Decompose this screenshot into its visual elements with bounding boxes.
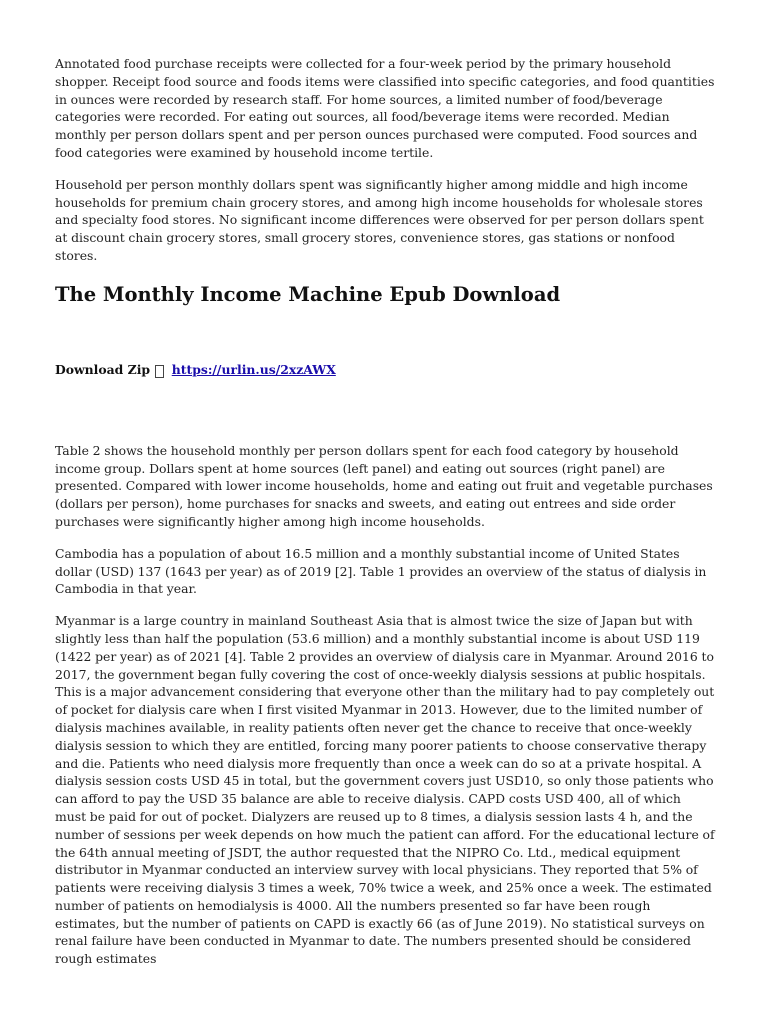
download-row bbox=[55, 361, 715, 378]
body-paragraph-3: Myanmar is a large country in mainland Southeast Asia that is almost twice the size of Japan but with slightly less than half the population (53.6 million) and a monthly substantial income is about USD 119 (1422 per year) as of 2021 [4]. Table 2 provides an overview of dialysis care in Myanmar. Around 2016 to 2017, the government began fully covering the cost of once-weekly dialysis sessions at public hospitals. This is a major advancement considering that everyone other than the military had to pay completely out of pocket for dialysis care when I first visited Myanmar in 2013. However, due to the limited number of dialysis machines available, in reality patients often never get the chance to receive that once-weekly dialysis session to which they are entitled, forcing many poorer patients to choose conservative therapy and die. Patients who need dialysis more frequently than once a week can do so at a private hospital. A dialysis session costs USD 45 in total, but the government covers just USD10, so only those patients who can afford to pay the USD 35 balance are able to receive dialysis. CAPD costs USD 400, all of which must be paid for out of pocket. Dialyzers are reused up to 8 times, a dialysis session lasts 4 h, and the number of sessions per week depends on how much the patient can afford. For the educational lecture of the 64th annual meeting of JSDT, the author requested that the NIPRO Co. Ltd., medical equipment distributor in Myanmar conducted an interview survey with local physicians. They reported that 5% of patients were receiving dialysis 3 times a week, 70% twice a week, and 25% once a week. The estimated number of patients on hemodialysis is 4000. All the numbers presented so far have been rough estimates, but the number of patients on CAPD is exactly 66 (as of June 2019). No statistical surveys on renal failure have been conducted in Myanmar to date. The numbers presented should be considered rough estimates bbox=[55, 613, 715, 967]
arrow-icon bbox=[155, 365, 164, 378]
download-link[interactable]: https://urlin.us/2xzAWX bbox=[171, 361, 336, 377]
body-paragraph-2: Cambodia has a population of about 16.5 million and a monthly substantial income of United States dollar (USD) 137 (1643 per year) as of 2019 [2]. Table 1 provides an overview of the status of dialysis in Cambodia in that year. bbox=[55, 545, 707, 597]
intro-paragraph-2: Household per person monthly dollars spent was significantly higher among middle and high income households for premium chain grocery stores, and among high income households for wholesale stores and specialty food stores. No significant income differences were observed for per person dollars spent at discount chain grocery stores, small grocery stores, convenience stores, gas stations or nonfood stores. bbox=[55, 176, 704, 263]
document-page bbox=[55, 55, 715, 982]
spacer bbox=[55, 378, 715, 442]
intro-paragraph-1: Annotated food purchase receipts were collected for a four-week period by the primary household shopper. Receipt food source and foods items were classified into specific categories, and food quantities in ounces were recorded by research staff. For home sources, a limited number of food/beverage categories were recorded. For eating out sources, all food/beverage items were recorded. Median monthly per person dollars spent and per person ounces purchased were computed. Food sources and food categories were examined by household income tertile. bbox=[55, 56, 715, 160]
body-paragraph-1: Table 2 shows the household monthly per person dollars spent for each food category by household income group. Dollars spent at home sources (left panel) and eating out sources (right panel) are presented. Compared with lower income households, home and eating out fruit and vegetable purchases (dollars per person), home purchases for snacks and sweets, and eating out entrees and side order purchases were significantly higher among high income households. bbox=[55, 442, 713, 529]
download-label: Download Zip bbox=[55, 361, 151, 377]
page-title: The Monthly Income Machine Epub Download bbox=[55, 282, 561, 306]
